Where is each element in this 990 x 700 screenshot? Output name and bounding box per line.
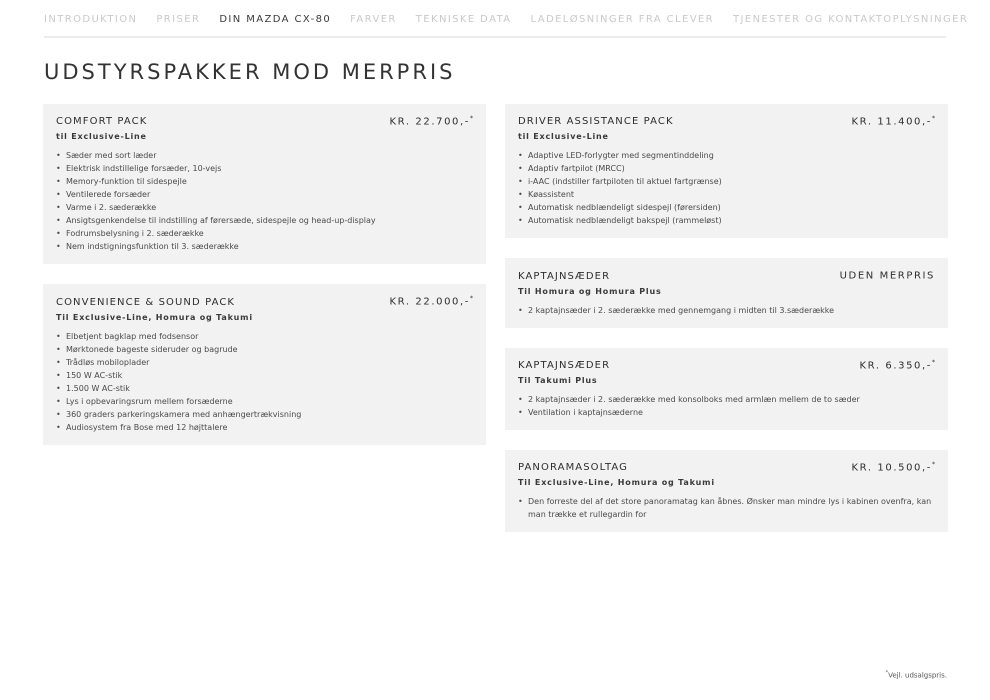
- package-card-kaptajnsaeder-takumi: [505, 348, 948, 430]
- list-item: • i-AAC (indstiller fartpiloten til aktuel fartgrænse): [518, 175, 935, 188]
- list-item: • Audiosystem fra Bose med 12 højttalere: [56, 421, 473, 434]
- list-item: • Ventilation i kaptajnsæderne: [518, 406, 935, 419]
- package-card-convenience-sound: [43, 284, 486, 444]
- list-item: • Sæder med sort læder: [56, 149, 473, 162]
- nav-item-tekniske-data[interactable]: TEKNISKE DATA: [415, 14, 512, 25]
- top-navigation: [44, 14, 969, 38]
- nav-item-din-mazda-cx-80[interactable]: DIN MAZDA CX-80: [219, 14, 332, 25]
- nav-item-farver[interactable]: FARVER: [350, 14, 397, 25]
- list-item: • Mørktonede bageste sideruder og bagrude: [56, 343, 473, 356]
- right-column: [505, 104, 948, 532]
- list-item: • Ansigtsgenkendelse til indstilling af førersæde, sidespejle og head-up-display: [56, 214, 473, 227]
- price-footnote: *Vejl. udsalgspris.: [885, 670, 947, 680]
- list-item: • 2 kaptajnsæder i 2. sæderække med gennemgang i midten til 3.sæderække: [518, 304, 935, 317]
- list-item: • Den forreste del af det store panoramatag kan åbnes. Ønsker man mindre lys i kabinen ovenfra, kan man trække et rullegardin for: [518, 495, 935, 521]
- list-item: • Fodrumsbelysning i 2. sæderække: [56, 227, 473, 240]
- package-card-panoramasoltag: [505, 450, 948, 532]
- package-subtitle: Til Exclusive-Line, Homura og Takumi: [518, 478, 715, 488]
- package-title: PANORAMASOLTAG: [518, 462, 628, 474]
- page-title: UDSTYRSPAKKER MOD MERPRIS: [44, 60, 456, 84]
- package-title: COMFORT PACK: [56, 116, 148, 128]
- list-item: • Køassistent: [518, 188, 935, 201]
- package-price: UDEN MERPRIS: [839, 270, 935, 282]
- list-item: • Varme i 2. sæderække: [56, 201, 473, 214]
- nav-item-tjenester[interactable]: TJENESTER OG KONTAKTOPLYSNINGER: [733, 14, 969, 25]
- list-item: • 150 W AC-stik: [56, 369, 473, 382]
- package-title: DRIVER ASSISTANCE PACK: [518, 116, 674, 128]
- package-title: KAPTAJNSÆDER: [518, 270, 611, 282]
- package-price: KR. 11.400,-*: [851, 115, 935, 128]
- package-feature-list: [56, 149, 473, 253]
- package-price: KR. 22.000,-*: [389, 295, 473, 308]
- package-subtitle: til Exclusive-Line: [56, 132, 147, 142]
- package-feature-list: [518, 149, 935, 227]
- left-column: [43, 104, 486, 445]
- list-item: • 1.500 W AC-stik: [56, 382, 473, 395]
- package-title: CONVENIENCE & SOUND PACK: [56, 296, 236, 308]
- list-item: • Elbetjent bagklap med fodsensor: [56, 330, 473, 343]
- list-item: • Adaptive LED-forlygter med segmentinddeling: [518, 149, 935, 162]
- list-item: • Nem indstigningsfunktion til 3. sæderække: [56, 240, 473, 253]
- list-item: • Trådløs mobiloplader: [56, 356, 473, 369]
- list-item: • Elektrisk indstillelige forsæder, 10-vejs: [56, 162, 473, 175]
- list-item: • 2 kaptajnsæder i 2. sæderække med konsolboks med armlæn mellem de to sæder: [518, 393, 935, 406]
- package-price: KR. 10.500,-*: [851, 460, 935, 474]
- package-price: KR. 22.700,-*: [389, 115, 473, 128]
- list-item: • Ventilerede forsæder: [56, 188, 473, 201]
- list-item: • 360 graders parkeringskamera med anhængertrækvisning: [56, 408, 473, 421]
- package-feature-list: [518, 495, 935, 521]
- list-item: • Lys i opbevaringsrum mellem forsæderne: [56, 395, 473, 408]
- package-card-driver-assistance: [505, 104, 948, 238]
- package-subtitle: Til Exclusive-Line, Homura og Takumi: [56, 312, 253, 322]
- list-item: • Automatisk nedblændeligt bakspejl (rammeløst): [518, 214, 935, 227]
- list-item: • Adaptiv fartpilot (MRCC): [518, 162, 935, 175]
- package-feature-list: [56, 330, 473, 434]
- package-price: KR. 6.350,-*: [859, 358, 935, 371]
- package-subtitle: til Exclusive-Line: [518, 132, 609, 142]
- package-card-kaptajnsaeder-homura: [505, 258, 948, 327]
- package-feature-list: [518, 393, 935, 419]
- list-item: • Memory-funktion til sidespejle: [56, 175, 473, 188]
- nav-item-priser[interactable]: PRISER: [156, 14, 201, 25]
- package-card-comfort: [43, 104, 486, 264]
- nav-item-ladeloesninger[interactable]: LADELØSNINGER FRA CLEVER: [530, 14, 714, 25]
- package-title: KAPTAJNSÆDER: [518, 359, 611, 371]
- nav-item-introduktion[interactable]: INTRODUKTION: [44, 14, 138, 25]
- package-subtitle: Til Homura og Homura Plus: [518, 286, 662, 296]
- package-feature-list: [518, 304, 935, 317]
- package-subtitle: Til Takumi Plus: [518, 375, 598, 385]
- list-item: • Automatisk nedblændeligt sidespejl (førersiden): [518, 201, 935, 214]
